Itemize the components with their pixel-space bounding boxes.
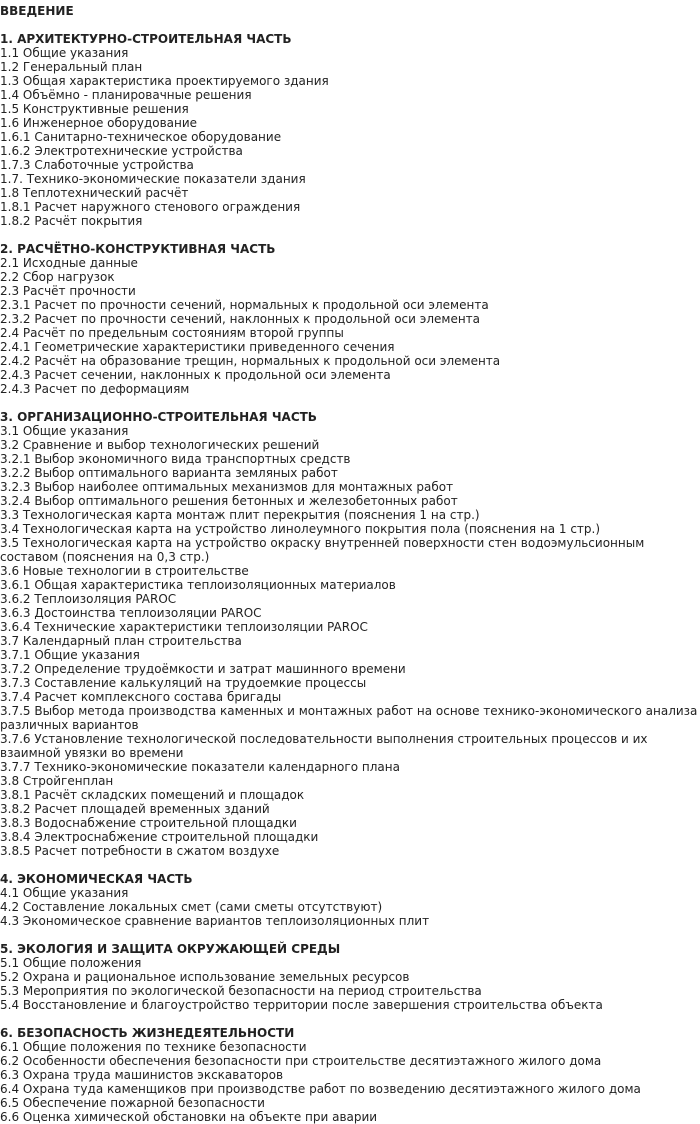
toc-item: 3.7.1 Общие указания [0,648,140,662]
toc-item: 3.5 Технологическая карта на устройство окраску внутренней поверхности стен водоэмульсионным составом (пояснения на 0,3 стр.) [0,536,645,564]
toc-item: 1.6.2 Электротехнические устройства [0,144,243,158]
toc-item: 3.3 Технологическая карта монтаж плит перекрытия (пояснения 1 на стр.) [0,508,480,522]
toc-item: 2.4.3 Расчет по деформациям [0,382,190,396]
toc-item: 1.2 Генеральный план [0,60,143,74]
toc-item: 3.2.4 Выбор оптимального решения бетонных и железобетонных работ [0,494,458,508]
toc-item: 1.5 Конструктивные решения [0,102,189,116]
toc-item: 2.4.3 Расчет сечении, наклонных к продольной оси элемента [0,368,391,382]
toc-item: 6.2 Особенности обеспечения безопасности при строительстве десятиэтажного жилого дома [0,1054,602,1068]
section-title: 1. АРХИТЕКТУРНО-СТРОИТЕЛЬНАЯ ЧАСТЬ [0,32,292,46]
toc-item: 3.7.3 Составление калькуляций на трудоемкие процессы [0,676,367,690]
toc-item: 3.6.2 Теплоизоляция PAROC [0,592,177,606]
toc-item: 5.2 Охрана и рациональное использование земельных ресурсов [0,970,410,984]
toc-item: 3.8 Стройгенплан [0,774,114,788]
toc-item: 2.1 Исходные данные [0,256,138,270]
toc-item: 3.2 Сравнение и выбор технологических решений [0,438,320,452]
toc-item: 1.1 Общие указания [0,46,129,60]
toc-item: 3.7.2 Определение трудоёмкости и затрат машинного времени [0,662,406,676]
toc-item: 6.4 Охрана туда каменщиков при производстве работ по возведению десятиэтажного жилого дома [0,1082,641,1096]
toc-item: 5.1 Общие положения [0,956,142,970]
toc-item: 3.6.3 Достоинства теплоизоляции PAROC [0,606,262,620]
toc-item: 1.6 Инженерное оборудование [0,116,198,130]
toc-item: 3.2.2 Выбор оптимального варианта земляных работ [0,466,338,480]
section-title: 3. ОРГАНИЗАЦИОННО-СТРОИТЕЛЬНАЯ ЧАСТЬ [0,410,317,424]
toc-item: 2.3.2 Расчет по прочности сечений, наклонных к продольной оси элемента [0,312,481,326]
toc-section [0,1026,698,1124]
toc-section [0,410,698,858]
toc-item: 3.6.1 Общая характеристика теплоизоляционных материалов [0,578,396,592]
toc-item: 1.8.2 Расчёт покрытия [0,214,143,228]
toc-item: 3.2.3 Выбор наиболее оптимальных механизмов для монтажных работ [0,480,454,494]
toc-item: 6.3 Охрана труда машинистов экскаваторов [0,1068,284,1082]
toc-item: 3.6 Новые технологии в строительстве [0,564,249,578]
toc-section [0,242,698,396]
toc-item: 3.7.7 Технико-экономические показатели календарного плана [0,760,400,774]
toc-item: 3.7.5 Выбор метода производства каменных и монтажных работ на основе технико-экономического анализа различных вариантов [0,704,698,732]
toc-item: 2.4.1 Геометрические характеристики приведенного сечения [0,340,395,354]
toc-item: 6.5 Обеспечение пожарной безопасности [0,1096,265,1110]
toc-item: 6.6 Оценка химической обстановки на объекте при аварии [0,1110,378,1124]
toc-item: 2.3.1 Расчет по прочности сечений, нормальных к продольной оси элемента [0,298,489,312]
toc-item: 1.7. Технико-экономические показатели здания [0,172,306,186]
toc-section [0,32,698,228]
toc-item: 5.4 Восстановление и благоустройство территории после завершения строительства объекта [0,998,603,1012]
toc-item: 3.7.4 Расчет комплексного состава бригады [0,690,282,704]
toc-item: 3.8.3 Водоснабжение строительной площадки [0,816,297,830]
section-title: 6. БЕЗОПАСНОСТЬ ЖИЗНЕДЕЯТЕЛЬНОСТИ [0,1026,295,1040]
toc-item: 5.3 Мероприятия по экологической безопасности на период строительства [0,984,482,998]
toc-item: 2.2 Сбор нагрузок [0,270,115,284]
toc-item: 3.6.4 Технические характеристики теплоизоляции PAROC [0,620,368,634]
toc-item: 2.4.2 Расчёт на образование трещин, нормальных к продольной оси элемента [0,354,501,368]
toc-item: 1.7.3 Слаботочные устройства [0,158,194,172]
section-title: 5. ЭКОЛОГИЯ И ЗАЩИТА ОКРУЖАЮЩЕЙ СРЕДЫ [0,942,341,956]
toc-item: 1.3 Общая характеристика проектируемого здания [0,74,329,88]
toc-item: 2.3 Расчёт прочности [0,284,136,298]
toc-item: 3.4 Технологическая карта на устройство линолеумного покрытия пола (пояснения на 1 стр.) [0,522,601,536]
toc-item: 1.8.1 Расчет наружного стенового ограждения [0,200,301,214]
toc-section [0,872,698,928]
toc-item: 4.2 Составление локальных смет (сами сметы отсутствуют) [0,900,383,914]
section-title: 2. РАСЧЁТНО-КОНСТРУКТИВНАЯ ЧАСТЬ [0,242,276,256]
toc-item: 3.7.6 Установление технологической последовательности выполнения строительных процессов и их взаимной увязки во времени [0,732,648,760]
intro-heading: ВВЕДЕНИЕ [0,4,74,18]
toc-item: 3.2.1 Выбор экономичного вида транспортных средств [0,452,351,466]
toc-item: 3.8.2 Расчет площадей временных зданий [0,802,270,816]
toc-item: 3.7 Календарный план строительства [0,634,242,648]
table-of-contents [0,32,698,1124]
toc-item: 3.1 Общие указания [0,424,129,438]
toc-item: 1.6.1 Санитарно-техническое оборудование [0,130,282,144]
toc-item: 2.4 Расчёт по предельным состояниям второй группы [0,326,344,340]
toc-item: 6.1 Общие положения по технике безопасности [0,1040,307,1054]
toc-item: 1.4 Объёмно - планировачные решения [0,88,252,102]
section-title: 4. ЭКОНОМИЧЕСКАЯ ЧАСТЬ [0,872,193,886]
toc-item: 4.3 Экономическое сравнение вариантов теплоизоляционных плит [0,914,430,928]
toc-item: 1.8 Теплотехнический расчёт [0,186,189,200]
toc-item: 3.8.5 Расчет потребности в сжатом воздухе [0,844,280,858]
toc-item: 3.8.1 Расчёт складских помещений и площадок [0,788,305,802]
toc-item: 4.1 Общие указания [0,886,129,900]
toc-item: 3.8.4 Электроснабжение строительной площадки [0,830,319,844]
toc-section [0,942,698,1012]
